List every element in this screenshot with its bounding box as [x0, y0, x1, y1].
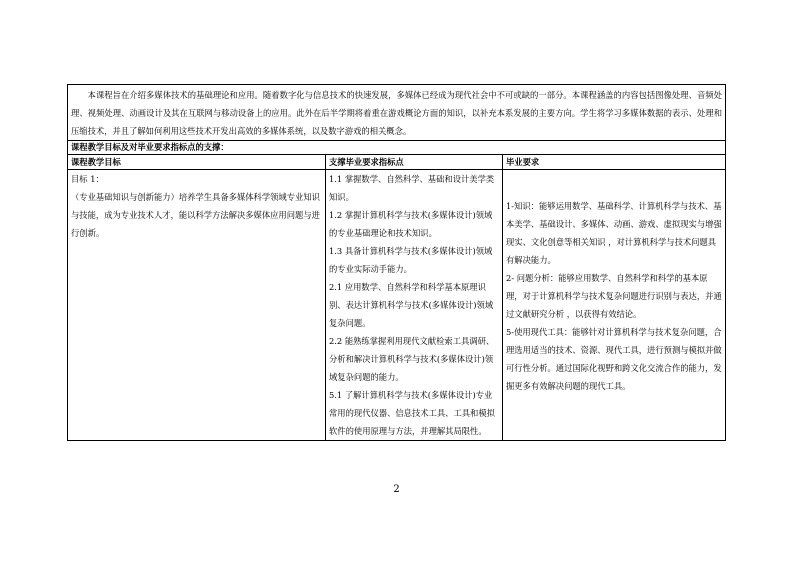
section-heading: 课程教学目标及对毕业要求指标点的支撑：	[68, 141, 726, 155]
indicator-1-1: 1.1 掌握数学、自然科学、基础和设计美学类知识。	[329, 174, 495, 202]
requirement-modern-tools: 5-使用现代工具：能够针对计算机科学与技术复杂问题，合理选用适当的技术、资源、现代工具，进行预测与模拟并做可行性分析。通过国际化视野和跨文化交流合作的能力，发掘更多有效解决问题的现代工具。	[506, 327, 722, 391]
course-objectives-table	[67, 84, 726, 441]
page-number: 2	[393, 484, 400, 495]
requirement-knowledge: 1-知识：能够运用数学、基础科学、计算机科学与技术、基本美学、基础设计、多媒体、动画、游戏、虚拟现实与增强现实、文化创意等相关知识 ，对计算机科学与技术问题具有解决能力。	[506, 201, 722, 265]
header-indicators: 支撑毕业要求指标点	[326, 155, 503, 170]
objective-row	[68, 170, 726, 441]
course-intro-paragraph: 本课程旨在介绍多媒体技术的基础理论和应用。随着数字化与信息技术的快速发展，多媒体已经成为现代社会中不可或缺的一部分。本课程涵盖的内容包括图像处理、音频处理、视频处理、动画设计及其在互联网与移动设备上的应用。此外在后半学期将着重在游戏概论方面的知识，以补充本系发展的主要方向。学生将学习多媒体数据的表示、处理和压缩技术，并且了解如何利用这些技术开发出高效的多媒体系统，以及数字游戏的相关概念。	[68, 85, 726, 141]
requirements-cell	[503, 170, 726, 441]
intro-row	[68, 85, 726, 141]
indicators-cell	[326, 170, 503, 441]
indicator-1-3: 1.3 具备计算机科学与技术(多媒体设计)领域的专业实际动手能力。	[329, 246, 493, 274]
objective-cell	[68, 170, 326, 441]
column-header-row	[68, 155, 726, 170]
indicator-1-2: 1.2 掌握计算机科学与技术(多媒体设计)领域的专业基础理论和技术知识。	[329, 210, 493, 238]
header-requirements: 毕业要求	[503, 155, 726, 170]
requirement-problem-analysis: 2- 问题分析：能够应用数学、自然科学和科学的基本原理，对于计算机科学与技术复杂问题进行识别与表达，并通过文献研究分析 ，以获得有效结论。	[506, 273, 722, 319]
heading-row	[68, 141, 726, 155]
header-objective: 课程教学目标	[68, 155, 326, 170]
objective-title: 目标 1：	[71, 174, 104, 184]
indicator-5-1: 5.1 了解计算机科学与技术(多媒体设计)专业常用的现代仪器、信息技术工具、工具和模拟软件的使用原理与方法，并理解其局限性。	[329, 390, 495, 436]
objective-body: （专业基础知识与创新能力）培养学生具备多媒体科学领域专业知识与技能，成为专业技术人才，能以科学方法解决多媒体应用问题与进行创新。	[71, 192, 320, 238]
indicator-2-2: 2.2 能熟练掌握利用现代文献检索工具调研、分析和解决计算机科学与技术(多媒体设计)领域复杂问题的能力。	[329, 336, 495, 382]
indicator-2-1: 2.1 应用数学、自然科学和科学基本原理识别、表达计算机科学与技术(多媒体设计)领域复杂问题。	[329, 282, 494, 328]
